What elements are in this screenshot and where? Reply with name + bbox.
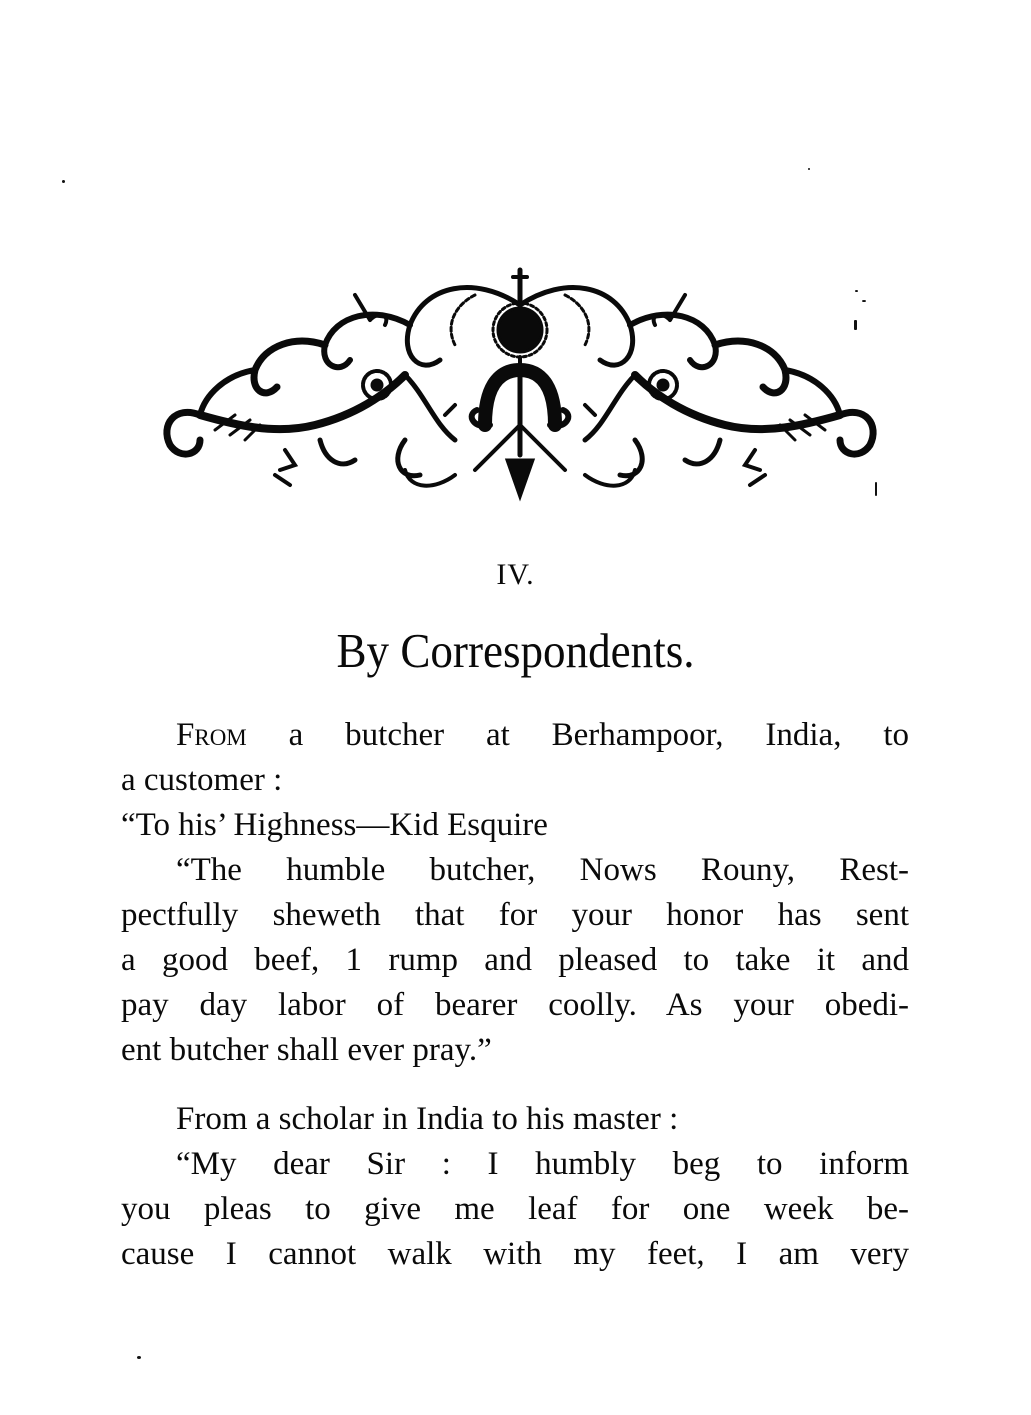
letter1-body-line: pay day labor of bearer coolly. As your obedi- (121, 987, 909, 1023)
letter1-body-line: pectfully sheweth that for your honor has sent (121, 897, 909, 933)
letter1-address: “To his’ Highness—Kid Esquire (121, 807, 548, 843)
letter2-intro: From a scholar in India to his master : (176, 1101, 679, 1137)
letter2-body-line: “My dear Sir : I humbly beg to inform (176, 1146, 909, 1182)
scan-speck (808, 168, 810, 170)
letter1-intro-line2: a customer : (121, 762, 283, 798)
ornament-headpiece-icon (155, 265, 885, 505)
letter-butcher (121, 713, 909, 1073)
letter2-body-line: you pleas to give me leaf for one week be- (121, 1191, 909, 1227)
letter1-body-line: “The humble butcher, Nows Rouny, Rest- (176, 852, 909, 888)
chapter-number: IV. (496, 558, 535, 591)
chapter-title: By Correspondents. (336, 623, 695, 678)
intro-rest: a butcher at Berhampoor, India, to (246, 717, 909, 753)
letter1-intro (121, 713, 909, 758)
scan-speck (62, 180, 65, 183)
letter2-body-line: cause I cannot walk with my feet, I am very (121, 1236, 909, 1272)
letter1-body-line: ent butcher shall ever pray.” (121, 1032, 492, 1068)
scan-speck (137, 1356, 141, 1359)
intro-smallcaps-from: From (176, 717, 247, 753)
letter1-body-line: a good beef, 1 rump and pleased to take it and (121, 942, 909, 978)
letter-scholar (121, 1097, 909, 1277)
